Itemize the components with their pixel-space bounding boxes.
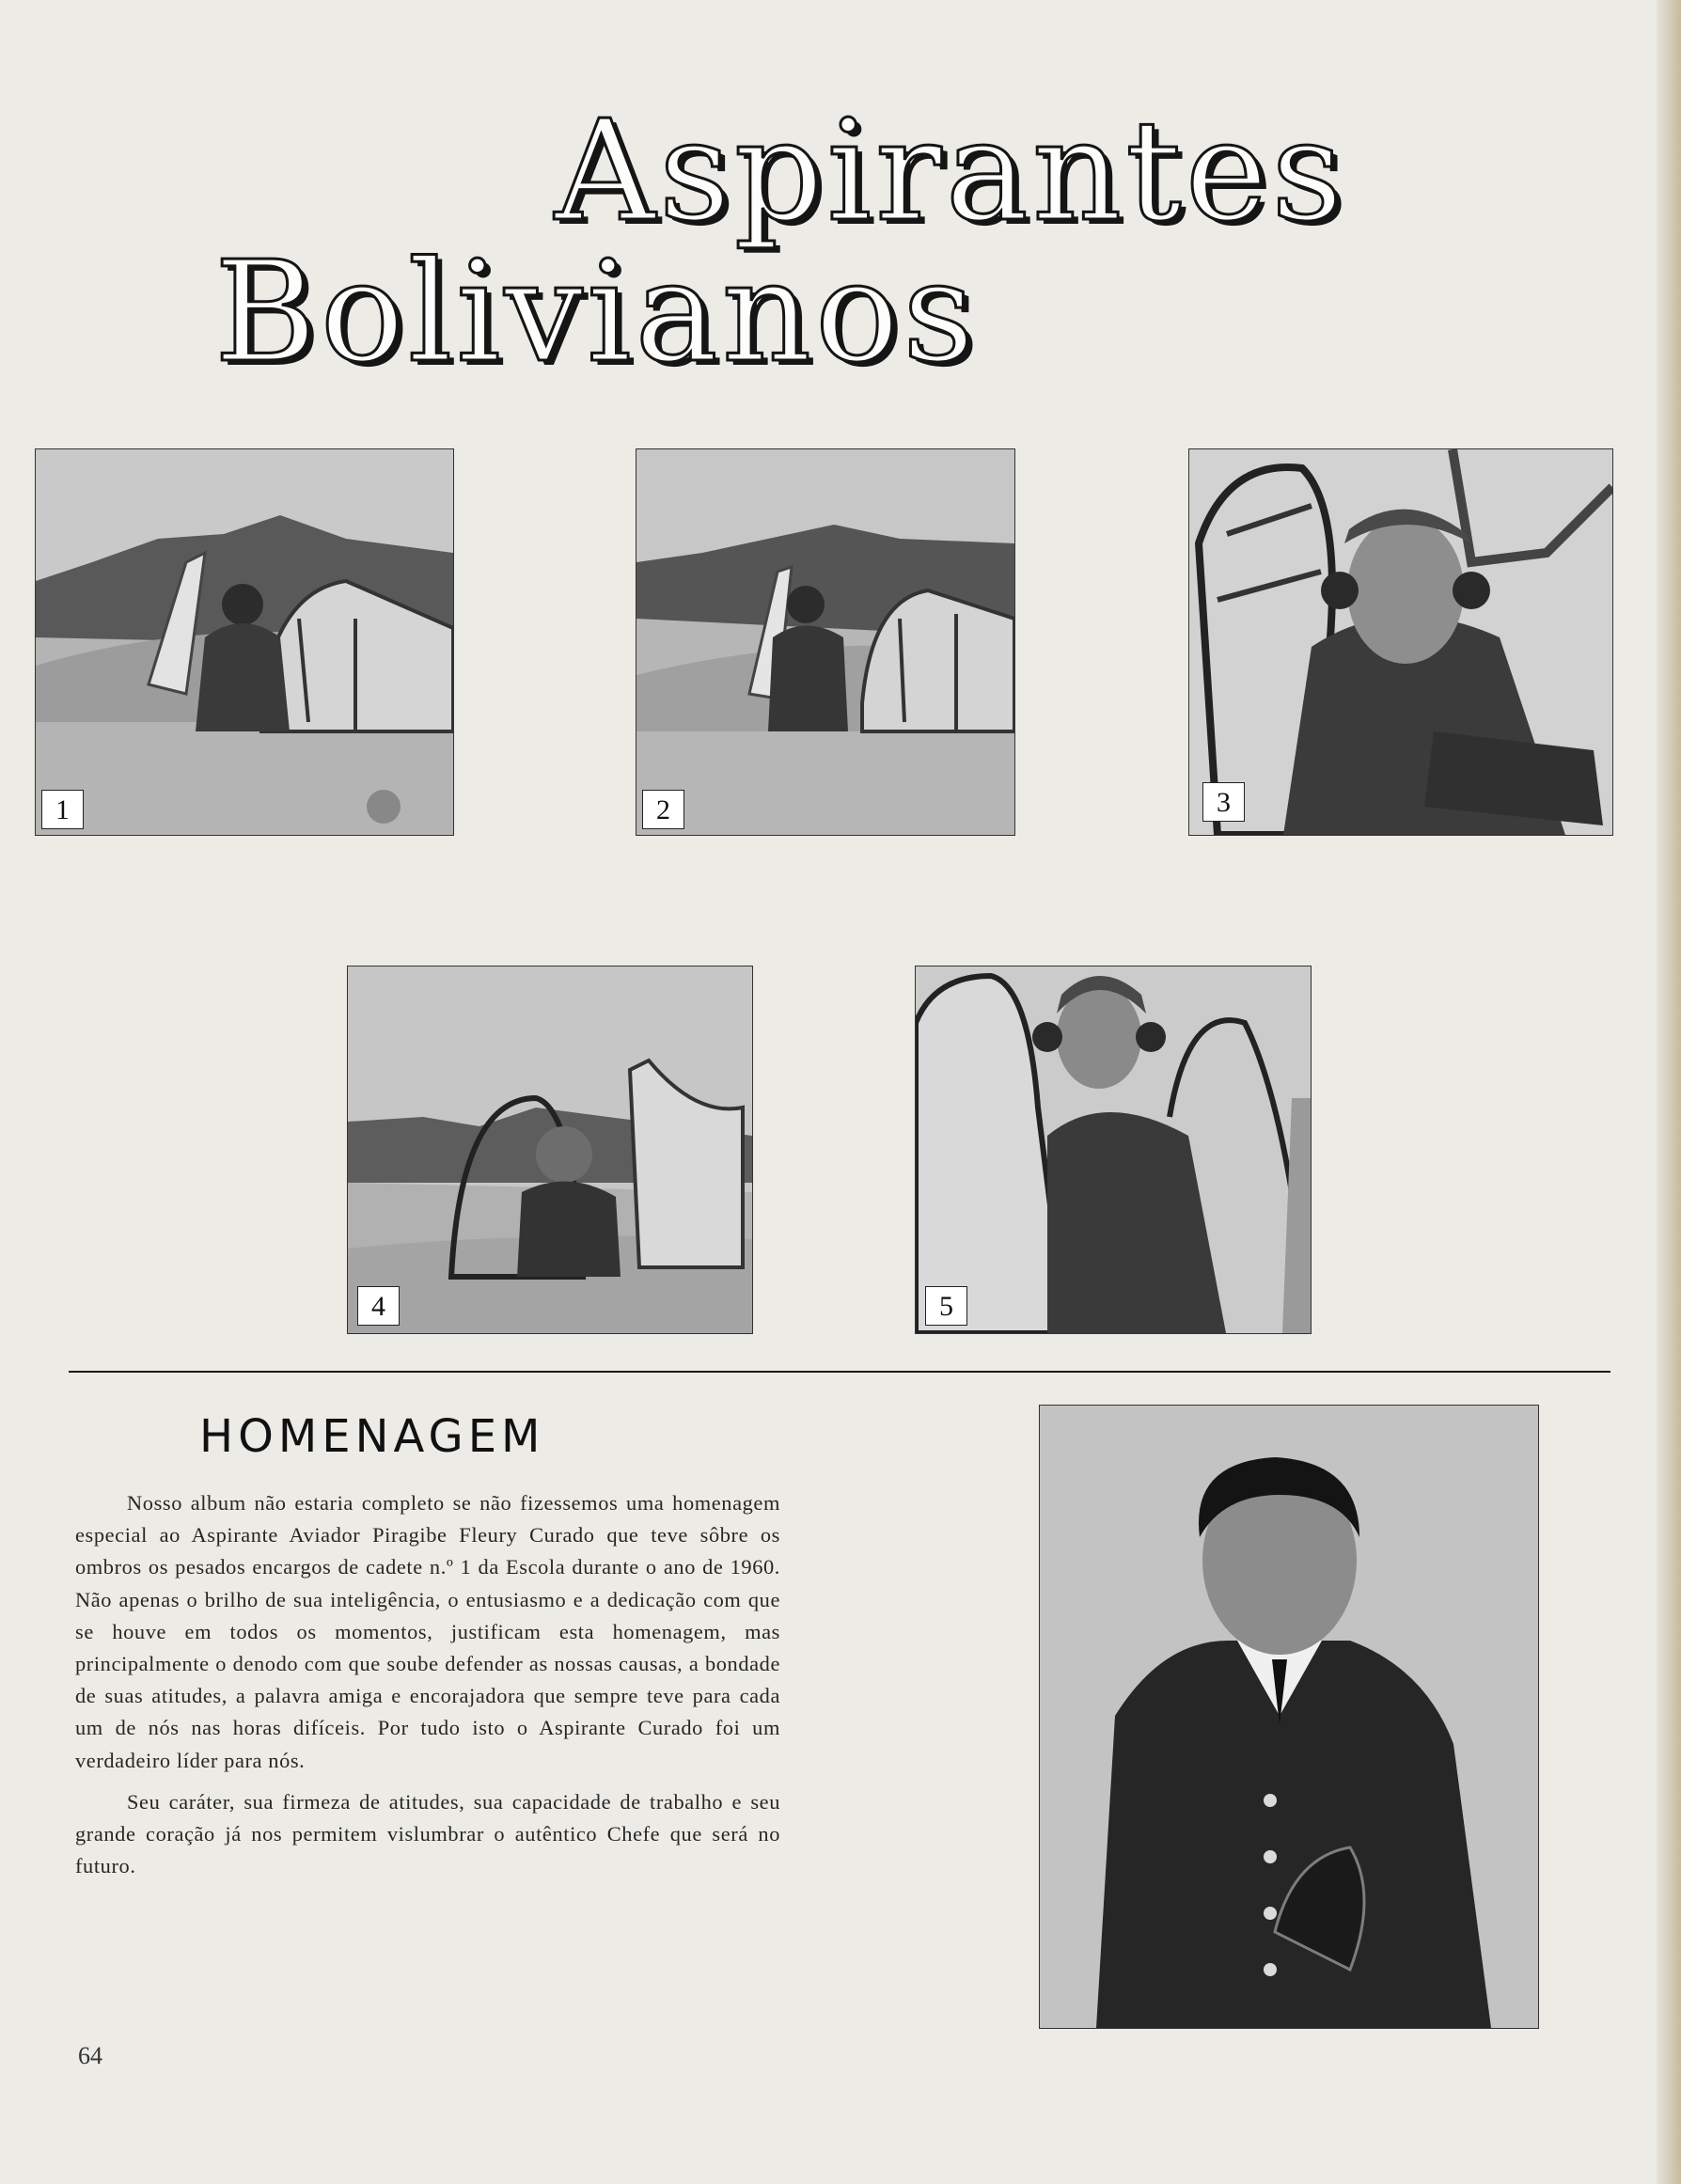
homenagem-body — [75, 1487, 780, 1882]
homenagem-paragraph-1: Nosso album não estaria completo se não fizessemos uma homenagem especial ao Aspirante Aviador Piragibe Fleury Curado que teve sôbre os ombros os pesados encargos de cadete n.º 1 da Escola durante o ano de 1960. Não apenas o brilho de sua inteligência, o entusiasmo e a dedicação com que se houve em todos os momentos, justificam esta homenagem, mas principalmente o denodo com que soube defender as nossas causas, a bondade de suas atitudes, a palavra amiga e encorajadora que sempre teve para cada um de nós nas horas difíceis. Por tudo isto o Aspirante Curado foi um verdadeiro líder para nós. — [75, 1491, 780, 1772]
portrait-photo — [1039, 1405, 1539, 2029]
photo-number-1: 1 — [41, 790, 84, 829]
page-edge — [1657, 0, 1681, 2184]
photo-cadet-4 — [347, 966, 753, 1334]
photo-cadet-2 — [636, 448, 1015, 836]
photo-number-3: 3 — [1202, 782, 1245, 822]
photo-number-4: 4 — [357, 1286, 400, 1326]
photo-cadet-5 — [915, 966, 1312, 1334]
section-divider — [69, 1371, 1610, 1373]
photo-cadet-1 — [35, 448, 454, 836]
page-title-line-1: Aspirantes — [555, 90, 1347, 252]
homenagem-paragraph-2: Seu caráter, sua firmeza de atitudes, sua capacidade de trabalho e seu grande coração já nos permitem vislumbrar o autêntico Chefe que será no futuro. — [75, 1789, 780, 1878]
photo-number-2: 2 — [642, 790, 684, 829]
homenagem-heading: HOMENAGEM — [199, 1410, 545, 1463]
photo-cadet-3 — [1188, 448, 1613, 836]
photo-number-5: 5 — [925, 1286, 967, 1326]
page-number: 64 — [78, 2042, 102, 2069]
page-title-line-2: Bolivianos — [214, 231, 979, 393]
